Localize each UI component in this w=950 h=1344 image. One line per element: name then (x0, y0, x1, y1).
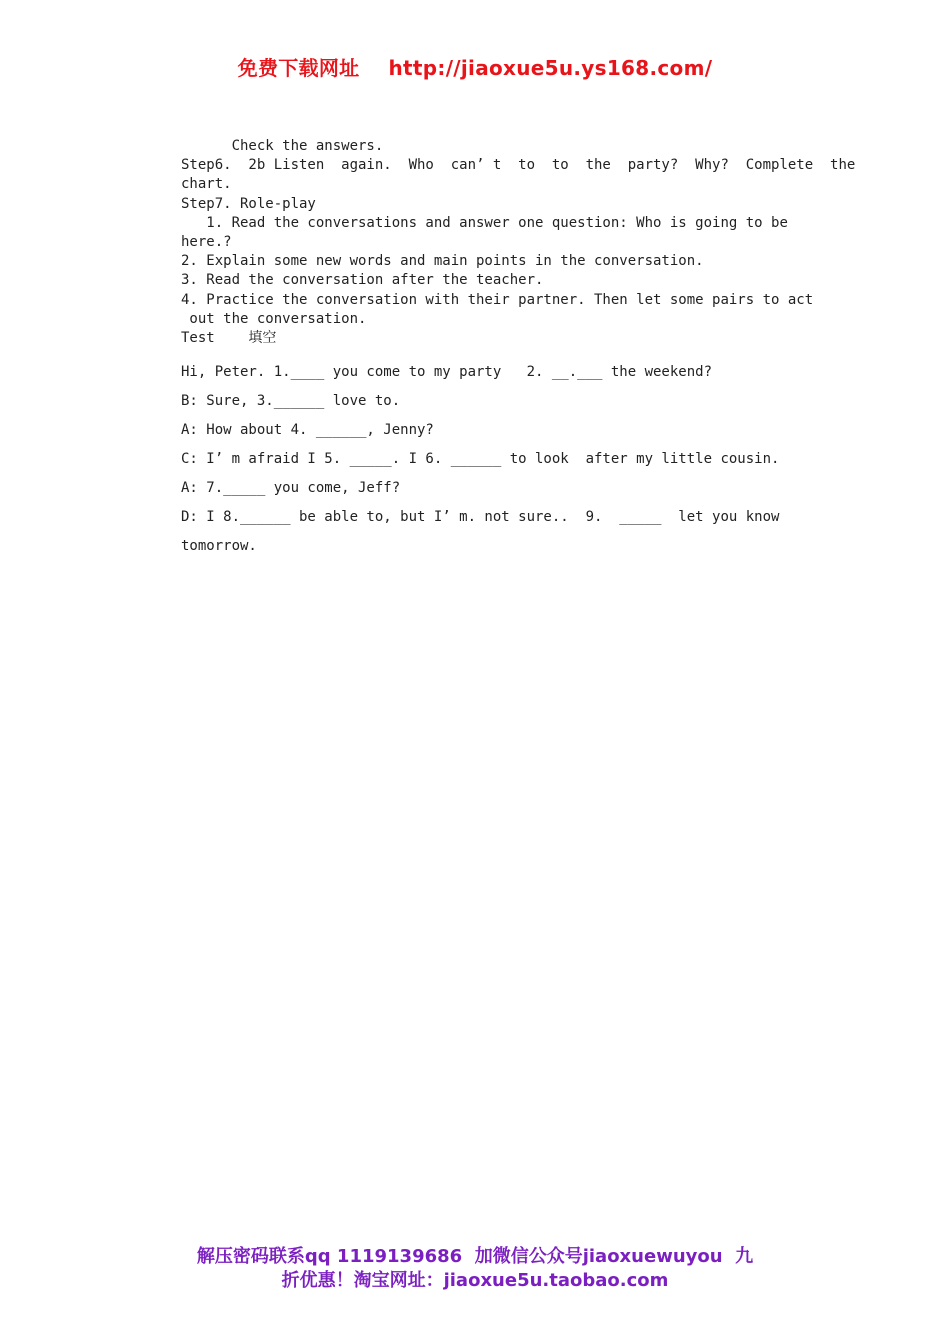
test-line: A: 7._____ you come, Jeff? (181, 480, 401, 497)
header-label: 免费下载网址 (237, 56, 360, 80)
body-line: chart. (181, 176, 232, 193)
body-line: 4. Practice the conversation with their partner. Then let some pairs to act (181, 291, 814, 308)
test-line: D: I 8.______ be able to, but I’ m. not sure.. 9. _____ let you know (181, 509, 780, 526)
document-body (181, 137, 856, 561)
body-line: out the conversation. (181, 310, 367, 327)
body-line: Check the answers. (181, 138, 384, 154)
test-heading: Test 填空 (181, 329, 277, 346)
header-url-link[interactable]: http://jiaoxue5u.ys168.com/ (388, 56, 713, 80)
footer-taobao-line: 折优惠！淘宝网址：jiaoxue5u.taobao.com (281, 1270, 669, 1291)
body-line: Step6. 2b Listen again. Who can’ t to to the party? Why? Complete the (181, 157, 856, 174)
test-line: A: How about 4. ______, Jenny? (181, 422, 434, 439)
body-line: 1. Read the conversations and answer one question: Who is going to be (181, 214, 788, 231)
test-line: Hi, Peter. 1.____ you come to my party 2. __.___ the weekend? (181, 364, 713, 381)
test-line: B: Sure, 3.______ love to. (181, 393, 401, 410)
footer-contact-line: 解压密码联系qq 1119139686 加微信公众号jiaoxuewuyou 九 (196, 1246, 754, 1267)
body-line: 2. Explain some new words and main points in the conversation. (181, 253, 704, 270)
body-line: here.? (181, 233, 232, 250)
header-download-banner (0, 52, 950, 81)
body-line: Step7. Role-play (181, 195, 316, 212)
body-line: 3. Read the conversation after the teacher. (181, 272, 544, 289)
test-line: C: I’ m afraid I 5. _____. I 6. ______ to look after my little cousin. (181, 451, 780, 468)
test-line: tomorrow. (181, 538, 257, 555)
